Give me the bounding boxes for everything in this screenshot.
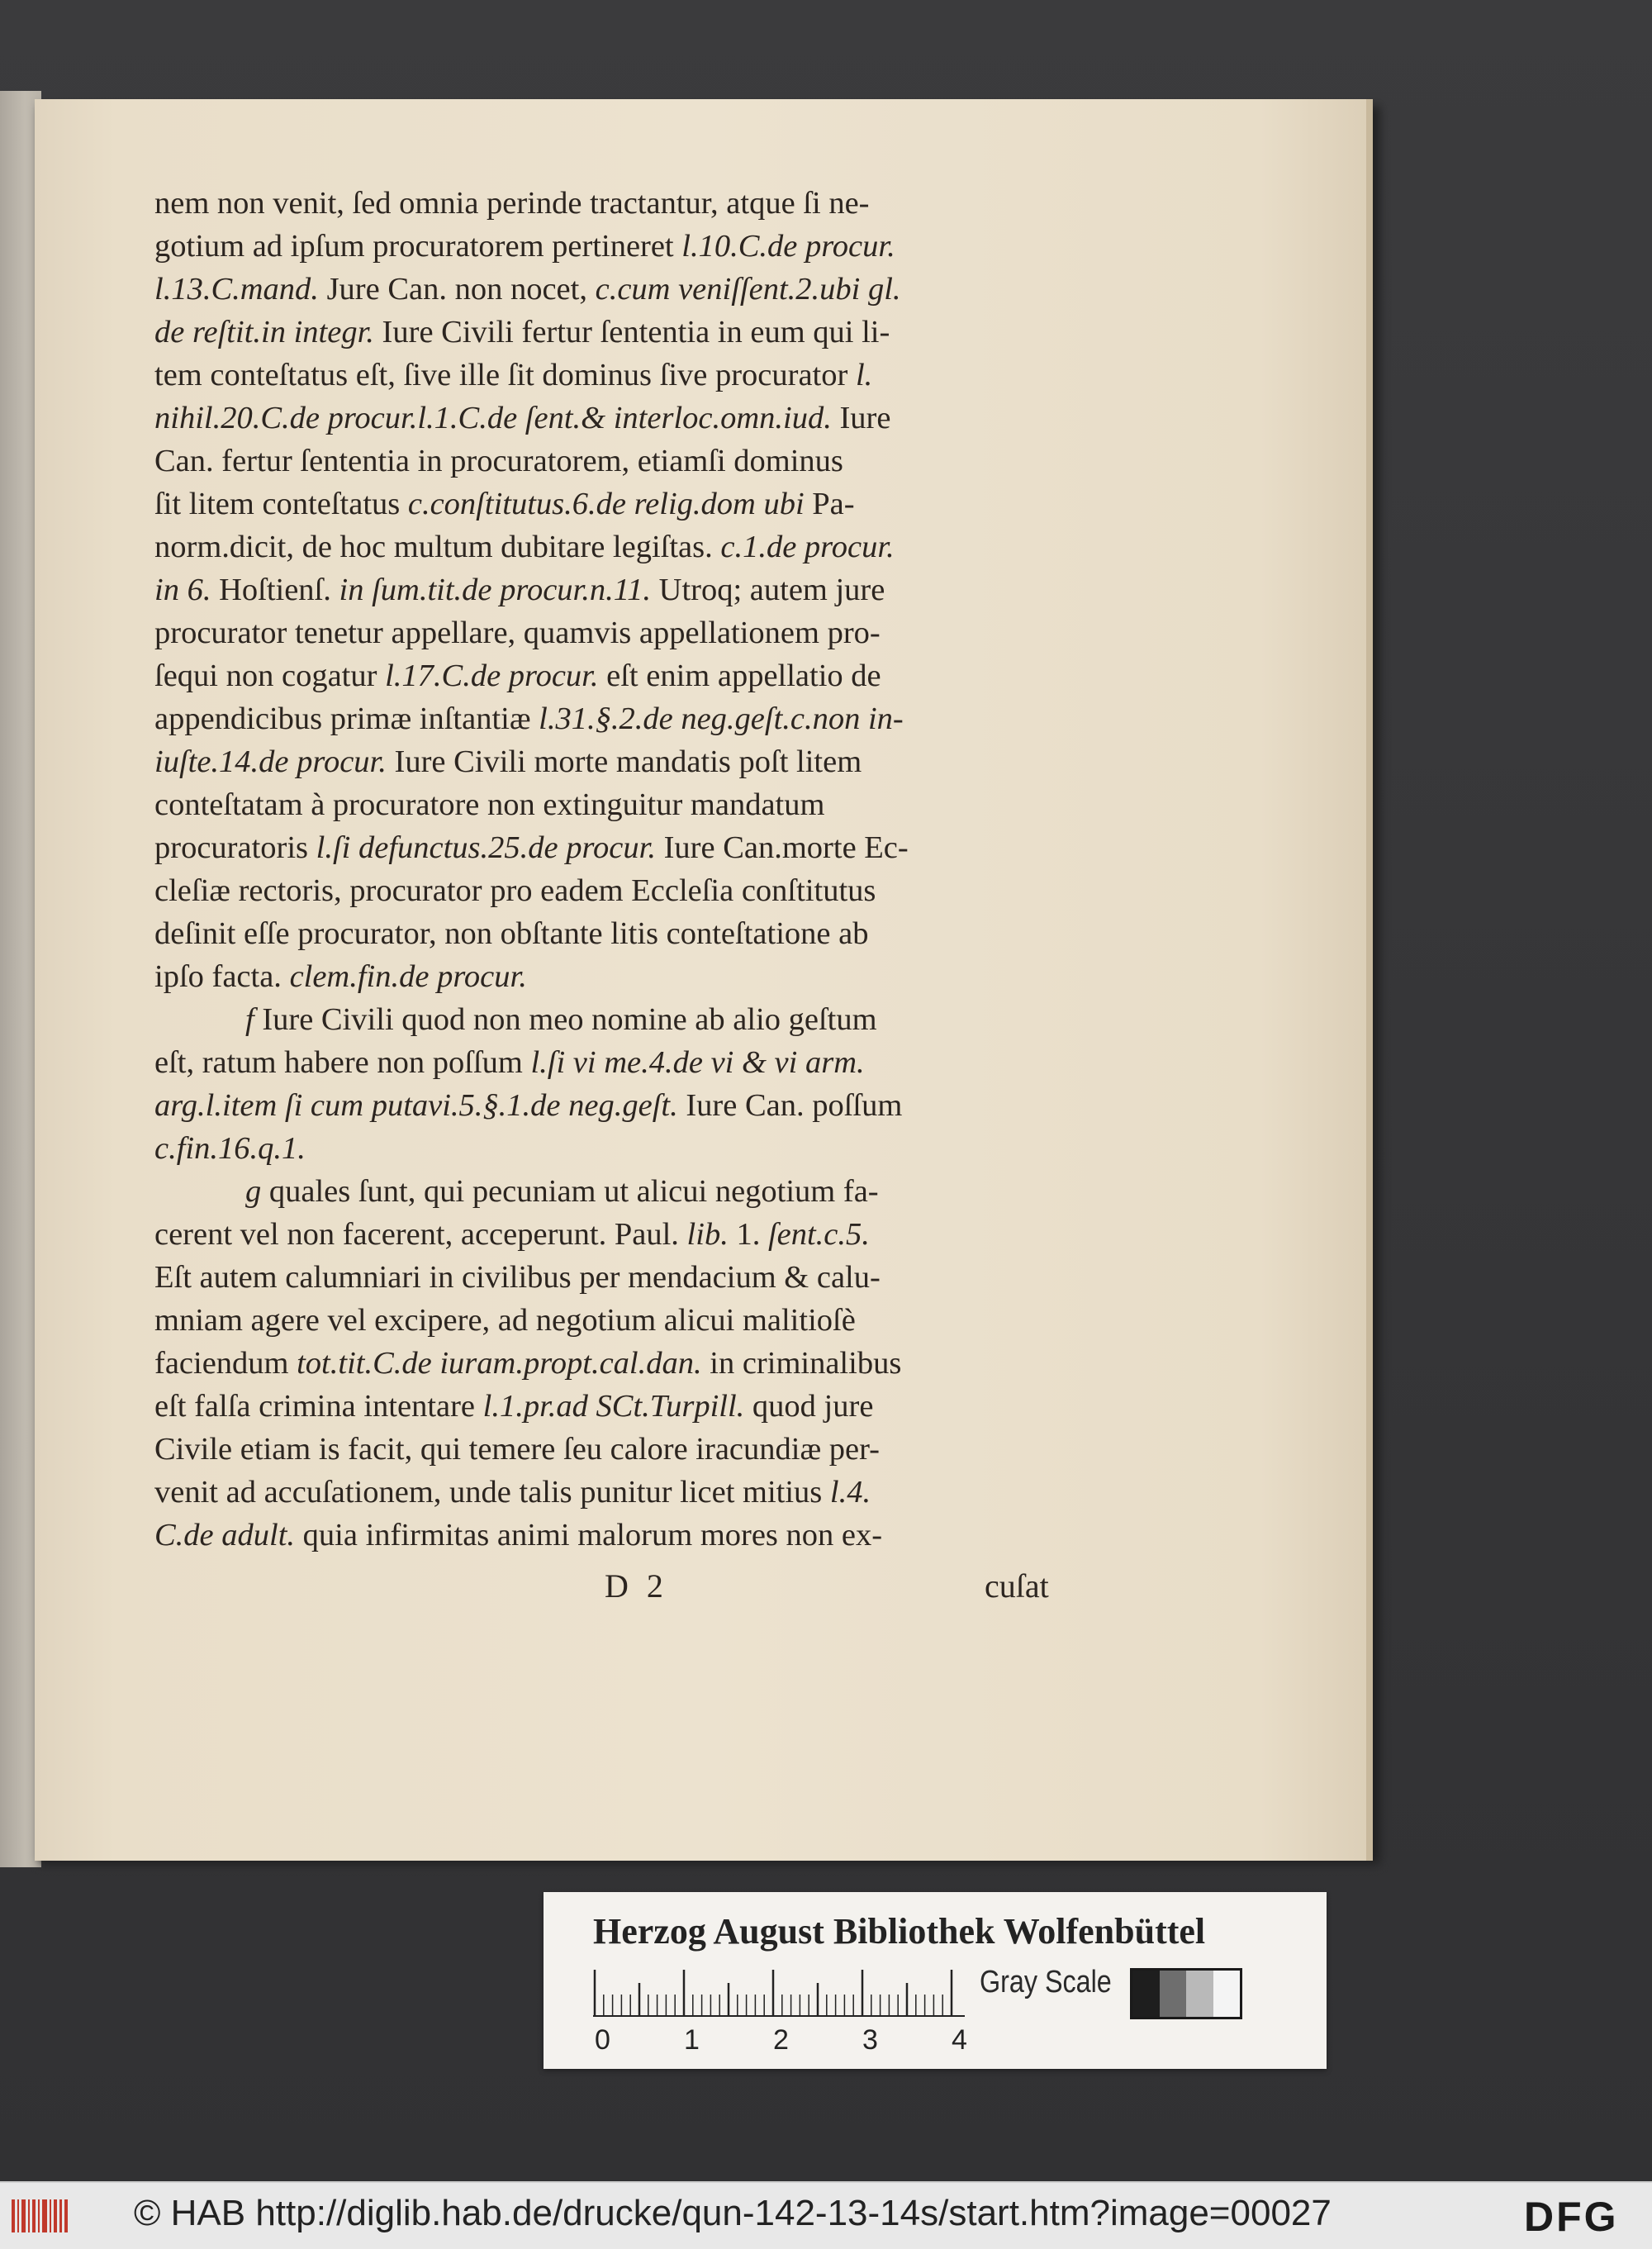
text-line: [154, 697, 1104, 740]
citation-text: g: [245, 1174, 262, 1209]
citation-text: ſent.c.5.: [767, 1217, 870, 1252]
citation-text: iuſte.14.de procur.: [154, 744, 387, 779]
citation-text: in 6.: [154, 573, 211, 607]
citation-text: clem.fin.de procur.: [289, 959, 527, 994]
swatch-dark-gray: [1160, 1971, 1187, 2017]
ruler-number-3: 3: [862, 2024, 878, 2056]
text-line: [154, 1514, 1104, 1557]
gray-scale-label: Gray Scale: [980, 1965, 1112, 1999]
body-text: conteſtatam à procuratore non extinguitur mandatum: [154, 787, 825, 822]
citation-text: l.ſi vi me.4.de vi & vi arm.: [530, 1045, 865, 1080]
text-line: [154, 354, 1104, 397]
text-line: [154, 182, 1104, 225]
text-line: [154, 955, 1104, 998]
text-line: [154, 1385, 1104, 1428]
body-text: 1.: [728, 1217, 768, 1252]
body-text: Hoſtienſ.: [211, 573, 339, 607]
body-text: Eſt autem calumniari in civilibus per mendacium & calu-: [154, 1260, 881, 1295]
body-text: quia infirmitas animi malorum mores non ex-: [295, 1518, 883, 1552]
ruler-number-4: 4: [952, 2024, 967, 2056]
swatch-light-gray: [1186, 1971, 1213, 2017]
centimeter-ruler: [593, 1968, 965, 2018]
text-line: [154, 1471, 1104, 1514]
copyright-url-text: © HAB http://diglib.hab.de/drucke/qun-142-13-14s/start.htm?image=00027: [134, 2193, 1332, 2233]
note-g-paragraph: [154, 1170, 1104, 1557]
body-text: Iure Civili quod non meo nomine ab alio geſtum: [254, 1002, 877, 1037]
body-text: ſequi non cogatur: [154, 659, 386, 693]
citation-text: in ſum.tit.de procur.n.11.: [339, 573, 652, 607]
citation-text: l.ſi defunctus.25.de procur.: [316, 830, 656, 865]
book-page: [35, 99, 1373, 1861]
text-line: [154, 483, 1104, 525]
text-line: [154, 1084, 1104, 1127]
text-line: [154, 869, 1104, 912]
body-text: cerent vel non facerent, acceperunt. Paul.: [154, 1217, 687, 1252]
citation-text: C.de adult.: [154, 1518, 296, 1552]
body-text: gotium ad ipſum procuratorem pertineret: [154, 229, 682, 264]
text-line: [154, 611, 1104, 654]
body-text: tem conteſtatus eſt, ſive ille ſit dominus ſive procurator: [154, 358, 856, 392]
text-line: [154, 1127, 1104, 1170]
text-line: [154, 268, 1104, 311]
citation-text: l.: [855, 358, 873, 392]
body-text: mniam agere vel excipere, ad negotium alicui malitioſè: [154, 1303, 856, 1338]
color-calibration-card: [544, 1892, 1327, 2069]
text-line: [154, 740, 1104, 783]
citation-text: l.13.C.mand.: [154, 272, 319, 307]
text-line: [154, 440, 1104, 483]
text-line: [154, 1041, 1104, 1084]
catchword: cuſat: [985, 1567, 1049, 1605]
text-line: [154, 654, 1104, 697]
body-text: quales ſunt, qui pecuniam ut alicui negotium fa-: [261, 1174, 879, 1209]
citation-text: nihil.20.C.de procur.l.1.C.de ſent.& interloc.omn.iud.: [154, 401, 832, 435]
citation-text: l.31.§.2.de neg.geſt.c.non in-: [539, 701, 904, 736]
signature-mark: D 2: [605, 1567, 668, 1605]
text-line: [154, 1299, 1104, 1342]
citation-text: c.conſtitutus.6.de relig.dom ubi: [407, 487, 805, 521]
text-line: [154, 1342, 1104, 1385]
body-text: Jure Can. non nocet,: [318, 272, 596, 307]
text-line: [154, 1428, 1104, 1471]
body-text: norm.dicit, de hoc multum dubitare legiſtas.: [154, 530, 721, 564]
citation-text: c.1.de procur.: [720, 530, 895, 564]
barcode-icon: [10, 2196, 69, 2236]
body-text: Iure Can.morte Ec-: [655, 830, 909, 865]
body-text: Iure Can. poſſum: [677, 1088, 903, 1123]
citation-text: l.17.C.de procur.: [385, 659, 599, 693]
note-f-paragraph: [154, 998, 1104, 1170]
body-text: appendicibus primæ inſtantiæ: [154, 701, 539, 736]
body-text: faciendum: [154, 1346, 297, 1381]
text-line: [154, 826, 1104, 869]
body-text: eſt enim appellatio de: [598, 659, 881, 693]
body-text: cleſiæ rectoris, procurator pro eadem Eccleſia conſtitutus: [154, 873, 876, 908]
citation-text: l.4.: [829, 1475, 871, 1510]
body-text: venit ad accuſationem, unde talis punitur licet mitius: [154, 1475, 830, 1510]
citation-text: l.10.C.de procur.: [681, 229, 895, 264]
ruler-numbers: [586, 2024, 983, 2057]
body-text: Pa-: [804, 487, 855, 521]
text-line: [154, 397, 1104, 440]
text-line: [154, 783, 1104, 826]
text-line: [154, 912, 1104, 955]
text-line: [154, 1170, 1104, 1213]
body-text: quod jure: [744, 1389, 874, 1424]
swatch-black: [1132, 1971, 1160, 2017]
body-text: ipſo facta.: [154, 959, 290, 994]
body-text: Iure: [831, 401, 891, 435]
text-line: [154, 225, 1104, 268]
body-text: ſit litem conteſtatus: [154, 487, 408, 521]
citation-text: tot.tit.C.de iuram.propt.cal.dan.: [297, 1346, 702, 1381]
citation-text: arg.l.item ſi cum putavi.5.§.1.de neg.geſt.: [154, 1088, 678, 1123]
ruler-number-2: 2: [773, 2024, 789, 2056]
body-text: deſinit eſſe procurator, non obſtante litis conteſtatione ab: [154, 916, 869, 951]
ruler-number-0: 0: [595, 2024, 610, 2056]
citation-text: lib.: [686, 1217, 729, 1252]
page-text: [154, 182, 1104, 1557]
citation-text: de reſtit.in integr.: [154, 315, 374, 349]
citation-text: c.fin.16.q.1.: [154, 1131, 306, 1166]
body-text: eſt falſa crimina intentare: [154, 1389, 483, 1424]
citation-text: l.1.pr.ad SCt.Turpill.: [482, 1389, 745, 1424]
body-text: Civile etiam is facit, qui temere ſeu calore iracundiæ per-: [154, 1432, 880, 1467]
body-text: eſt, ratum habere non poſſum: [154, 1045, 531, 1080]
text-line: [154, 311, 1104, 354]
library-name: Herzog August Bibliothek Wolfenbüttel: [593, 1911, 1206, 1952]
citation-text: c.cum veniſſent.2.ubi gl.: [595, 272, 901, 307]
dfg-logo: DFG: [1524, 2194, 1619, 2240]
text-line: [154, 568, 1104, 611]
citation-text: f: [245, 1002, 254, 1037]
gray-scale-swatches: [1130, 1968, 1242, 2019]
ruler-number-1: 1: [684, 2024, 700, 2056]
body-text: in criminalibus: [701, 1346, 902, 1381]
footer-bar: [0, 2181, 1652, 2249]
body-text: Iure Civili fertur ſententia in eum qui li-: [373, 315, 890, 349]
body-text: nem non venit, ſed omnia perinde tractantur, atque ſi ne-: [154, 186, 870, 221]
swatch-white: [1213, 1971, 1241, 2017]
text-line: [154, 525, 1104, 568]
text-line: [154, 998, 1104, 1041]
text-line: [154, 1213, 1104, 1256]
body-text: procurator tenetur appellare, quamvis appellationem pro-: [154, 616, 881, 650]
body-text: Can. fertur ſententia in procuratorem, etiamſi dominus: [154, 444, 843, 478]
body-text: procuratoris: [154, 830, 316, 865]
main-paragraph: [154, 182, 1104, 998]
text-line: [154, 1256, 1104, 1299]
body-text: Utroq; autem jure: [651, 573, 885, 607]
body-text: Iure Civili morte mandatis poſt litem: [386, 744, 862, 779]
